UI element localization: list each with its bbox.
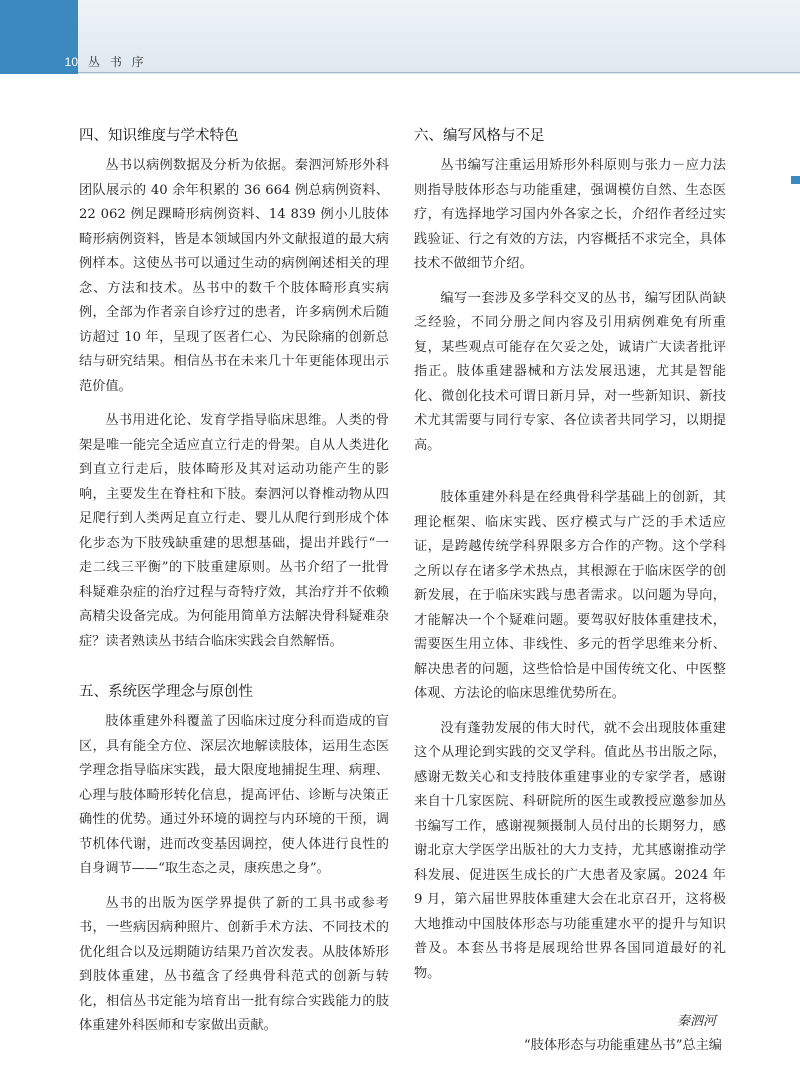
paragraph: 丛书以病例数据及分析为依据。秦泗河矫形外科团队展示的 40 余年积累的 36 664 例总病例资料、22 062 例足踝畸形病例资料、14 839 例小儿肢体畸形病例资料，皆是本领域国内外文献报道的最大病例样本。这使丛书可以通过生动的病例阐述相关的理念、方法和技术。丛书中的数千个肢体畸形真实病例，全部为作者亲自诊疗过的患者，许多病例术后随访超过 10 年，呈现了医者仁心、为民除痛的创新总结与研究结果。相信丛书在未来几十年更能体现出示范价值。 — [79, 158, 389, 394]
section-heading-4: 四、知识维度与学术特色 — [79, 128, 239, 144]
paragraph: 肢体重建外科是在经典骨科学基础上的创新，其理论框架、临床实践、医疗模式与广泛的手术适应证，是跨越传统学科界限多方合作的产物。这个学科之所以存在诸多学术热点，其根源在于临床医学的创新发展，在于临床实践与患者需求。以问题为导向，才能解决一个个疑难问题。要驾驭好肢体重建技术，需要医生用立体、非线性、多元的哲学思维来分析、解决患者的问题，这些恰恰是中国传统文化、中医整体观、方法论的临床思维优势所在。 — [414, 490, 726, 701]
signature-name: 秦泗河 — [676, 1014, 716, 1029]
section-heading-6: 六、编写风格与不足 — [414, 128, 545, 144]
running-header-title: 丛 书 序 — [88, 55, 147, 69]
left-column — [79, 126, 389, 1039]
paragraph: 丛书的出版为医学界提供了新的工具书或参考书，一些病因病种照片、创新手术方法、不同技术的优化组合以及远期随访结果乃首次发表。从肢体矫形到肢体重建，丛书蕴含了经典骨科范式的创新与转化，相信丛书定能为培育出一批有综合实践能力的肢体重建外科医师和专家做出贡献。 — [79, 895, 389, 1033]
page-number: 10 — [64, 55, 78, 69]
paragraph: 没有蓬勃发展的伟大时代，就不会出现肢体重建这个从理论到实践的交叉学科。值此丛书出版之际，感谢无数关心和支持肢体重建事业的专家学者，感谢来自十几家医院、科研院所的医生或教授应邀参加丛书编写工作，感谢视频摄制人员付出的长期努力，感谢北京大学医学出版社的大力支持，尤其感谢推动学科发展、促进医生成长的广大患者及家属。2024 年 9 月，第六届世界肢体重建大会在北京召开，这将极大地推动中国肢体形态与功能重建水平的提升与知识普及。本套丛书将是展现给世界各国同道最好的礼物。 — [414, 720, 726, 981]
signature-title: “肢体形态与功能重建丛书”总主编 — [523, 1038, 722, 1053]
paragraph: 编写一套涉及多学科交叉的丛书，编写团队尚缺乏经验，不同分册之间内容及引用病例难免有所重复，某些观点可能存在欠妥之处，诚请广大读者批评指正。肢体重建器械和方法发展迅速，尤其是智能化、微创化技术可谓日新月异，对一些新知识、新技术尤其需要与同行专家、各位读者共同学习，以期提高。 — [414, 290, 726, 453]
signature-block — [414, 1010, 726, 1058]
paragraph: 肢体重建外科覆盖了因临床过度分科而造成的盲区，具有能全方位、深层次地解读肢体，运用生态医学理念指导临床实践，最大限度地捕捉生理、病理、心理与肢体畸形转化信息，提高评估、诊断与决策正确性的优势。通过外环境的调控与内环境的干预，调节机体代谢，进而改变基因调控，使人体进行良性的自身调节——“取生态之灵，康疾患之身”。 — [79, 714, 389, 876]
right-column — [414, 126, 726, 1058]
header-divider — [78, 72, 800, 73]
section-heading-5: 五、系统医学理念与原创性 — [79, 684, 253, 700]
paragraph: 丛书用进化论、发育学指导临床思维。人类的骨架是唯一能完全适应直立行走的骨架。自从人类进化到直立行走后，肢体畸形及其对运动功能产生的影响，主要发生在脊柱和下肢。秦泗河以脊椎动物从四足爬行到人类两足直立行走、婴儿从爬行到形成个体化步态为下肢残缺重建的思想基础，提出并践行“一走二线三平衡”的下肢重建原则。丛书介绍了一批骨科疑难杂症的治疗过程与奇特疗效，其治疗并不依赖高精尖设备完成。为何能用简单方法解决骨科疑难杂症？读者熟读丛书结合临床实践会自然解悟。 — [79, 413, 389, 649]
edge-tab-marker — [791, 176, 800, 184]
paragraph: 丛书编写注重运用矫形外科原则与张力－应力法则指导肢体形态与功能重建，强调模仿自然、生态医疗，有选择地学习国内外各家之长，介绍作者经过实践验证、行之有效的方法，内容概括不求完全，具体技术不做细节介绍。 — [414, 158, 726, 271]
